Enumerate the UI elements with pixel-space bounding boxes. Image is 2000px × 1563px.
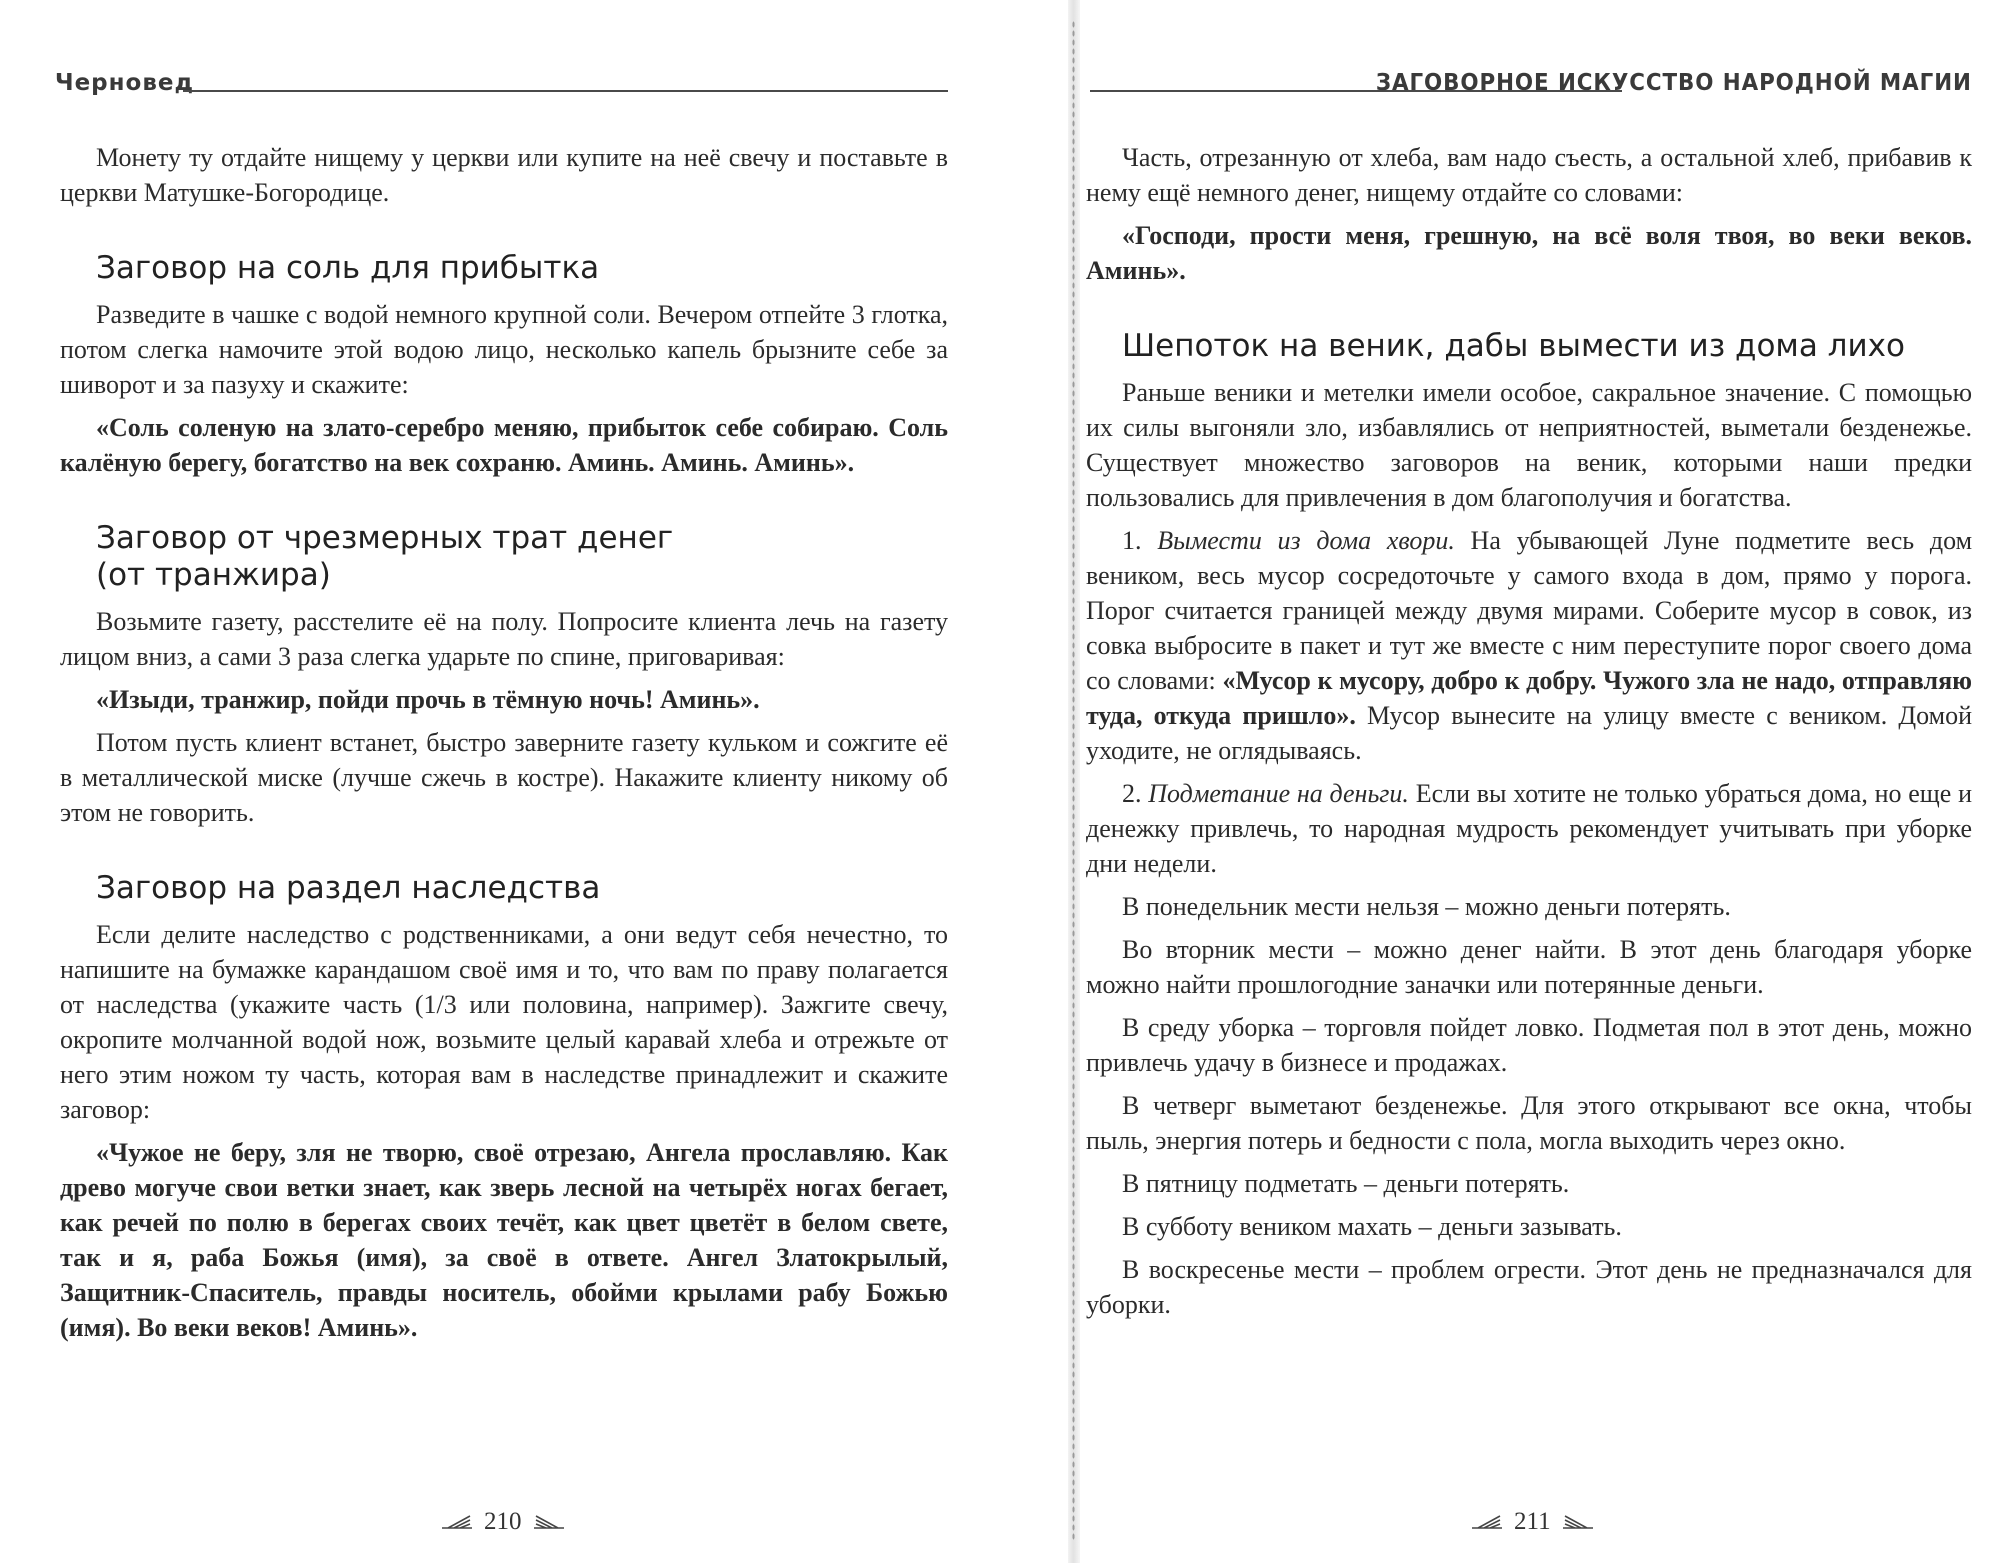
section-heading: Шепоток на веник, дабы вымести из дома лихо [1122,328,1905,364]
ornament-left-icon [1470,1514,1504,1530]
running-header-title: Черновед [55,70,195,96]
ornament-right-icon [532,1514,566,1530]
page-number [1470,1508,1595,1536]
item-text: На убывающей Луне подметите весь дом веником, весь мусор сосредоточьте у самого входа в дом, прямо у порога. Порог считается границей между двумя мирами. Соберите мусор в совок, из совка выбросите в пакет и тут же вместе с ним переступите порог своего дома со словами: [1086,526,1973,695]
running-header [55,70,948,100]
right-page [1070,0,2000,1563]
page-number-text: 210 [484,1508,522,1535]
ornament-left-icon [440,1514,474,1530]
item-title: Подметание на деньги. [1148,779,1409,808]
page-body [60,140,948,1353]
page-number [440,1508,566,1536]
running-header-title: ЗАГОВОРНОЕ ИСКУССТВО НАРОДНОЙ МАГИИ [1376,70,1972,96]
day-paragraph: В четверг выметают безденежье. Для этого открывают все окна, чтобы пыль, энергия потерь и бедности с пола, могла выходить через окно. [1086,1091,1972,1155]
paragraph: Часть, отрезанную от хлеба, вам надо съесть, а остальной хлеб, прибавив к нему ещё немного денег, нищему отдайте со словами: [1086,143,1972,207]
running-header [1090,70,1972,100]
paragraph: Потом пусть клиент встанет, быстро заверните газету кульком и сожгите её в металлической миске (лучше сжечь в костре). Накажите клиенту никому об этом не говорить. [60,728,948,827]
list-item [1086,523,1972,768]
day-paragraph: Во вторник мести – можно денег найти. В этот день благодаря уборке можно найти прошлогодние заначки или потерянные деньги. [1086,935,1972,999]
item-number: 2. [1122,779,1142,808]
day-paragraph: В субботу веником махать – деньги зазывать. [1122,1212,1622,1241]
day-paragraph: В воскресенье мести – проблем огрести. Этот день не предназначался для уборки. [1086,1255,1972,1319]
day-paragraph: В пятницу подметать – деньги потерять. [1122,1169,1570,1198]
ornament-right-icon [1561,1514,1595,1530]
incantation: «Чужое не беру, зля не творю, своё отрезаю, Ангела прославляю. Как древо могуче свои ветки знает, как зверь лесной на четырёх ногах бегает, как речей по полю в берегах своих течёт, как цвет цветёт в белом свете, так и я, раба Божья (имя), за своё в ответе. Ангел Златокрылый, Защитник-Спаситель, правды носитель, обойми крылами рабу Божью (имя). Во веки веков! Аминь». [60,1138,948,1342]
list-item [1086,776,1972,881]
paragraph: Если делите наследство с родственниками, а они ведут себя нечестно, то напишите на бумажке карандашом своё имя и то, что вам по праву полагается от наследства (укажите часть (1/3 или половина, например). Зажгите свечу, окропите молчанной водой нож, возьмите целый каравай хлеба и отрежьте от него этим ножом ту часть, которая вам в наследстве принадлежит и скажите заговор: [60,920,948,1124]
paragraph: Разведите в чашке с водой немного крупной соли. Вечером отпейте 3 глотка, потом слегка намочите этой водою лицо, несколько капель брызните себе за шиворот и за пазуху и скажите: [60,300,948,399]
section-heading: Заговор от чрезмерных трат денег (от транжира) [96,520,674,593]
paragraph: Монету ту отдайте нищему у церкви или купите на неё свечу и поставьте в церкви Матушке-Богородице. [60,143,948,207]
paragraph: Раньше веники и метелки имели особое, сакральное значение. С помощью их силы выгоняли зло, избавлялись от неприятностей, выметали безденежье. Существует множество заговоров на веник, которыми наши предки пользовались для привлечения в дом благополучия и богатства. [1086,378,1972,512]
page-body [1086,140,1972,1330]
section-heading: Заговор на соль для прибытка [96,250,600,286]
incantation: «Господи, прости меня, грешную, на всё воля твоя, во веки веков. Аминь». [1086,221,1972,285]
incantation: «Мусор к мусору, добро к добру. Чужого зла не надо, отправляю туда, откуда пришло». [1086,666,1973,730]
incantation: «Соль соленую на злато-серебро меняю, прибыток себе собираю. Соль калёную берегу, богатство на век сохраню. Аминь. Аминь. Аминь». [60,413,948,477]
item-text: Мусор вынесите на улицу вместе с веником. Домой уходите, не оглядываясь. [1086,701,1972,765]
day-paragraph: В понедельник мести нельзя – можно деньги потерять. [1122,892,1731,921]
day-paragraph: В среду уборка – торговля пойдет ловко. Подметая пол в этот день, можно привлечь удачу в бизнесе и продажах. [1086,1013,1972,1077]
item-text: Если вы хотите не только убраться дома, но еще и денежку привлечь, то народная мудрость рекомендует учитывать при уборке дни недели. [1086,779,1973,878]
paragraph: Возьмите газету, расстелите её на полу. Попросите клиента лечь на газету лицом вниз, а сами 3 раза слегка ударьте по спине, приговаривая: [60,607,948,671]
item-number: 1. [1122,526,1142,555]
page-number-text: 211 [1514,1508,1551,1535]
incantation: «Изыди, транжир, пойди прочь в тёмную ночь! Аминь». [96,685,760,714]
item-title: Вымести из дома хвори. [1157,526,1455,555]
header-rule [183,90,948,92]
section-heading: Заговор на раздел наследства [96,870,601,906]
